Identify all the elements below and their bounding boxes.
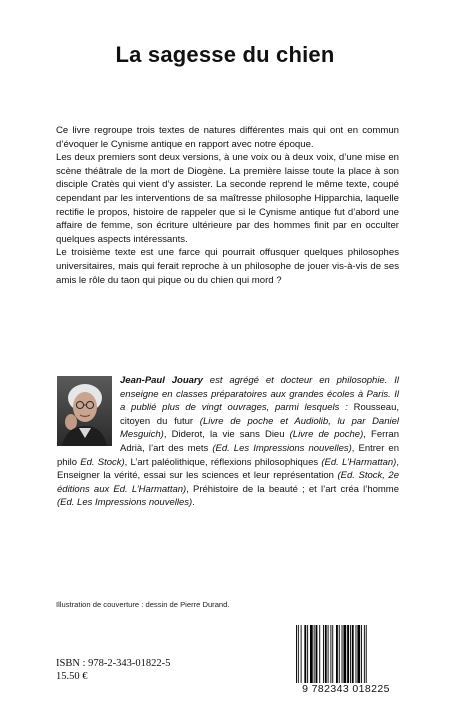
author-bio-run: , Diderot, la vie sans Dieu (163, 429, 290, 441)
isbn-block (56, 657, 170, 683)
author-bio-run: , Ferran Adrià, l’art des mets (120, 429, 399, 454)
barcode-bar (328, 625, 329, 685)
book-title: La sagesse du chien (115, 42, 335, 67)
price-text: 15.50 € (56, 671, 88, 682)
barcode-bar (356, 625, 357, 685)
author-name: Jean-Paul Jouary (120, 375, 203, 386)
barcode-bar (330, 625, 331, 685)
summary-text (56, 124, 399, 287)
barcode-bar (361, 625, 362, 685)
summary-paragraph: Le troisième texte est une farce qui pourrait offusquer quelques philosophes universitaires, mais qui ferait reproche à un philosophe de jouer vis-à-vis de ses amis le rôle du taon qui pique ou du chien qui mord ? (56, 247, 399, 286)
barcode (295, 625, 395, 691)
barcode-bar (347, 625, 349, 685)
barcode-bar (364, 625, 365, 685)
author-bio-run: , L’art paléolithique, réflexions philosophiques (124, 456, 322, 468)
author-bio (57, 374, 399, 510)
author-bio-run: (Ed. Les Impressions nouvelles) (212, 442, 352, 454)
barcode-digits: 9 782343 018225 (290, 683, 402, 695)
barcode-bar (314, 625, 315, 685)
photo-spacer (57, 374, 120, 452)
barcode-bar (339, 625, 340, 685)
barcode-bar (316, 625, 318, 685)
barcode-bar (307, 625, 308, 685)
author-bio-run: (Ed. Stock, 2e éditions aux Ed. L’Harmattan) (57, 470, 400, 495)
barcode-bar (298, 625, 299, 685)
barcode-bar (350, 625, 351, 685)
barcode-bar (332, 625, 333, 685)
barcode-bar (304, 625, 306, 685)
author-bio-run: Ed. Stock) (80, 456, 125, 468)
barcode-bar (323, 625, 324, 685)
author-bio-run: . (192, 497, 195, 509)
author-bio-run: Rousseau, citoyen du futur (120, 402, 399, 427)
barcode-bar (352, 625, 354, 685)
summary-paragraph: Les deux premiers sont deux versions, à une voix ou à deux voix, d’une mise en scène théâtrale de la mort de Diogène. La première laisse toute la place à son disciple Cratès qui vient d’y assister. La seconde reprend le même texte, coupé cependant par les interventions de sa maîtresse philosophe Hipparchia, laquelle rectifie le propos, histoire de rappeler que si le Cynisme antique fut d’abord une affaire de femme, son écriture ultérieure par des hommes finit par en occulter quelques aspects intéressants. (56, 152, 399, 245)
author-bio-run: , Enseigner la vérité, essai sur les sciences et leur représentation (57, 456, 399, 482)
author-bio-run: (Livre de poche) (289, 429, 364, 441)
author-bio-run: (Ed. L’Harmattan) (321, 456, 397, 468)
summary-paragraph: Ce livre regroupe trois textes de natures différentes mais qui ont en commun d’évoquer le Cynisme antique en rapport avec notre époque. (56, 125, 399, 150)
barcode-bar (342, 625, 343, 685)
author-bio-run: (Ed. Les Impressions nouvelles) (57, 497, 193, 509)
cover-credit: Illustration de couverture : dessin de Pierre Durand. (56, 600, 230, 609)
author-bio-run: , Entrer en philo (57, 442, 399, 468)
author-bio-run: (Livre de poche et Audiolib, lu par Daniel Mesguich) (120, 415, 399, 441)
barcode-bar (301, 625, 302, 685)
barcode-bar (325, 625, 327, 685)
barcode-bar (366, 625, 367, 685)
barcode-bar (310, 625, 313, 685)
barcode-bar (336, 625, 338, 685)
isbn-text: ISBN : 978-2-343-01822-5 (56, 658, 171, 669)
barcode-bar (357, 625, 360, 685)
author-bio-run: est agrégé et docteur en philosophie. Il enseigne en classes préparatoires aux grandes écoles à Paris. Il a publié plus de vingt ouvrages, parmi lesquels : (120, 375, 399, 414)
barcode-bar (319, 625, 320, 685)
author-bio-run: , Préhistoire de la beauté ; et l’art créa l’homme (186, 483, 399, 495)
barcode-bar (296, 625, 297, 685)
barcode-bar (343, 625, 346, 685)
